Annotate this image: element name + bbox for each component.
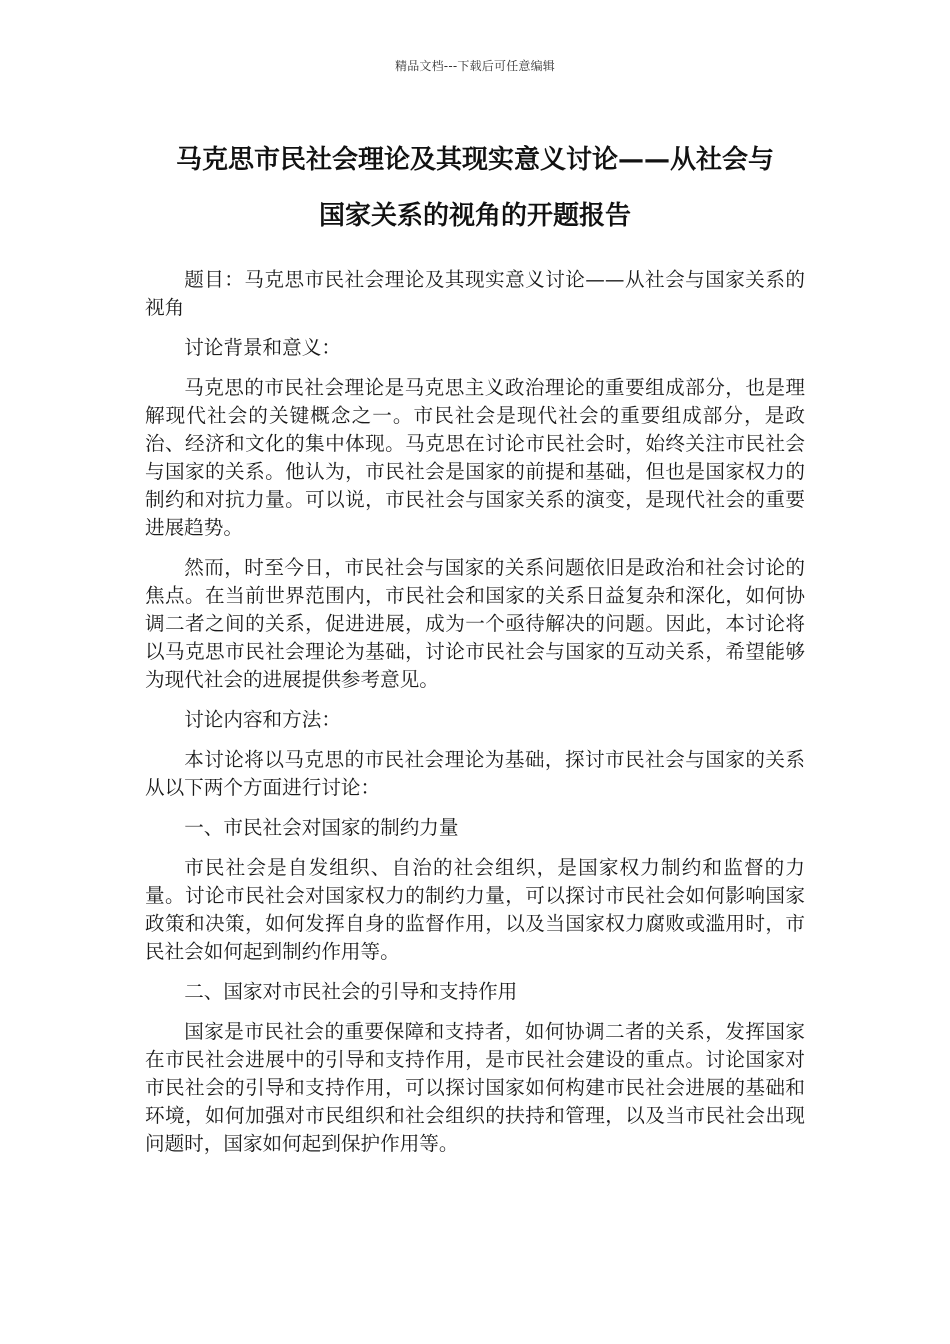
document-title-line-2: 国家关系的视角的开题报告 xyxy=(318,201,631,231)
content-method-heading: 讨论内容和方法： xyxy=(184,708,341,731)
document-title xyxy=(140,132,810,244)
background-heading: 讨论背景和意义： xyxy=(184,336,341,359)
content-intro-paragraph: 本讨论将以马克思的市民社会理论为基础，探讨市民社会与国家的关系从以下两个方面进行讨论： xyxy=(145,748,805,799)
background-paragraph-1: 马克思的市民社会理论是马克思主义政治理论的重要组成部分，也是理解现代社会的关键概念之一。市民社会是现代社会的重要组成部分，是政治、经济和文化的集中体现。马克思在讨论市民社会时，始终关注市民社会与国家的关系。他认为，市民社会是国家的前提和基础，但也是国家权力的制约和对抗力量。可以说，市民社会与国家关系的演变，是现代社会的重要进展趋势。 xyxy=(145,376,805,539)
section-1-heading: 一、市民社会对国家的制约力量 xyxy=(184,816,459,839)
section-1-paragraph: 市民社会是自发组织、自治的社会组织，是国家权力制约和监督的力量。讨论市民社会对国家权力的制约力量，可以探讨市民社会如何影响国家政策和决策，如何发挥自身的监督作用，以及当国家权力腐败或滥用时，市民社会如何起到制约作用等。 xyxy=(145,856,805,963)
document-body xyxy=(145,266,805,1170)
page-header-note: 精品文档---下载后可任意编辑 xyxy=(395,59,555,73)
section-2-paragraph: 国家是市民社会的重要保障和支持者，如何协调二者的关系，发挥国家在市民社会进展中的引导和支持作用，是市民社会建设的重点。讨论国家对市民社会的引导和支持作用，可以探讨国家如何构建市民社会进展的基础和环境，如何加强对市民组织和社会组织的扶持和管理，以及当市民社会出现问题时，国家如何起到保护作用等。 xyxy=(145,1020,805,1155)
section-2-heading: 二、国家对市民社会的引导和支持作用 xyxy=(184,980,518,1003)
document-title-line-1: 马克思市民社会理论及其现实意义讨论——从社会与 xyxy=(175,145,774,175)
topic-paragraph: 题目：马克思市民社会理论及其现实意义讨论——从社会与国家关系的视角 xyxy=(145,268,805,319)
background-paragraph-2: 然而，时至今日，市民社会与国家的关系问题依旧是政治和社会讨论的焦点。在当前世界范围内，市民社会和国家的关系日益复杂和深化，如何协调二者之间的关系，促进进展，成为一个亟待解决的问题。因此，本讨论将以马克思市民社会理论为基础，讨论市民社会与国家的互动关系，希望能够为现代社会的进展提供参考意见。 xyxy=(145,556,805,691)
